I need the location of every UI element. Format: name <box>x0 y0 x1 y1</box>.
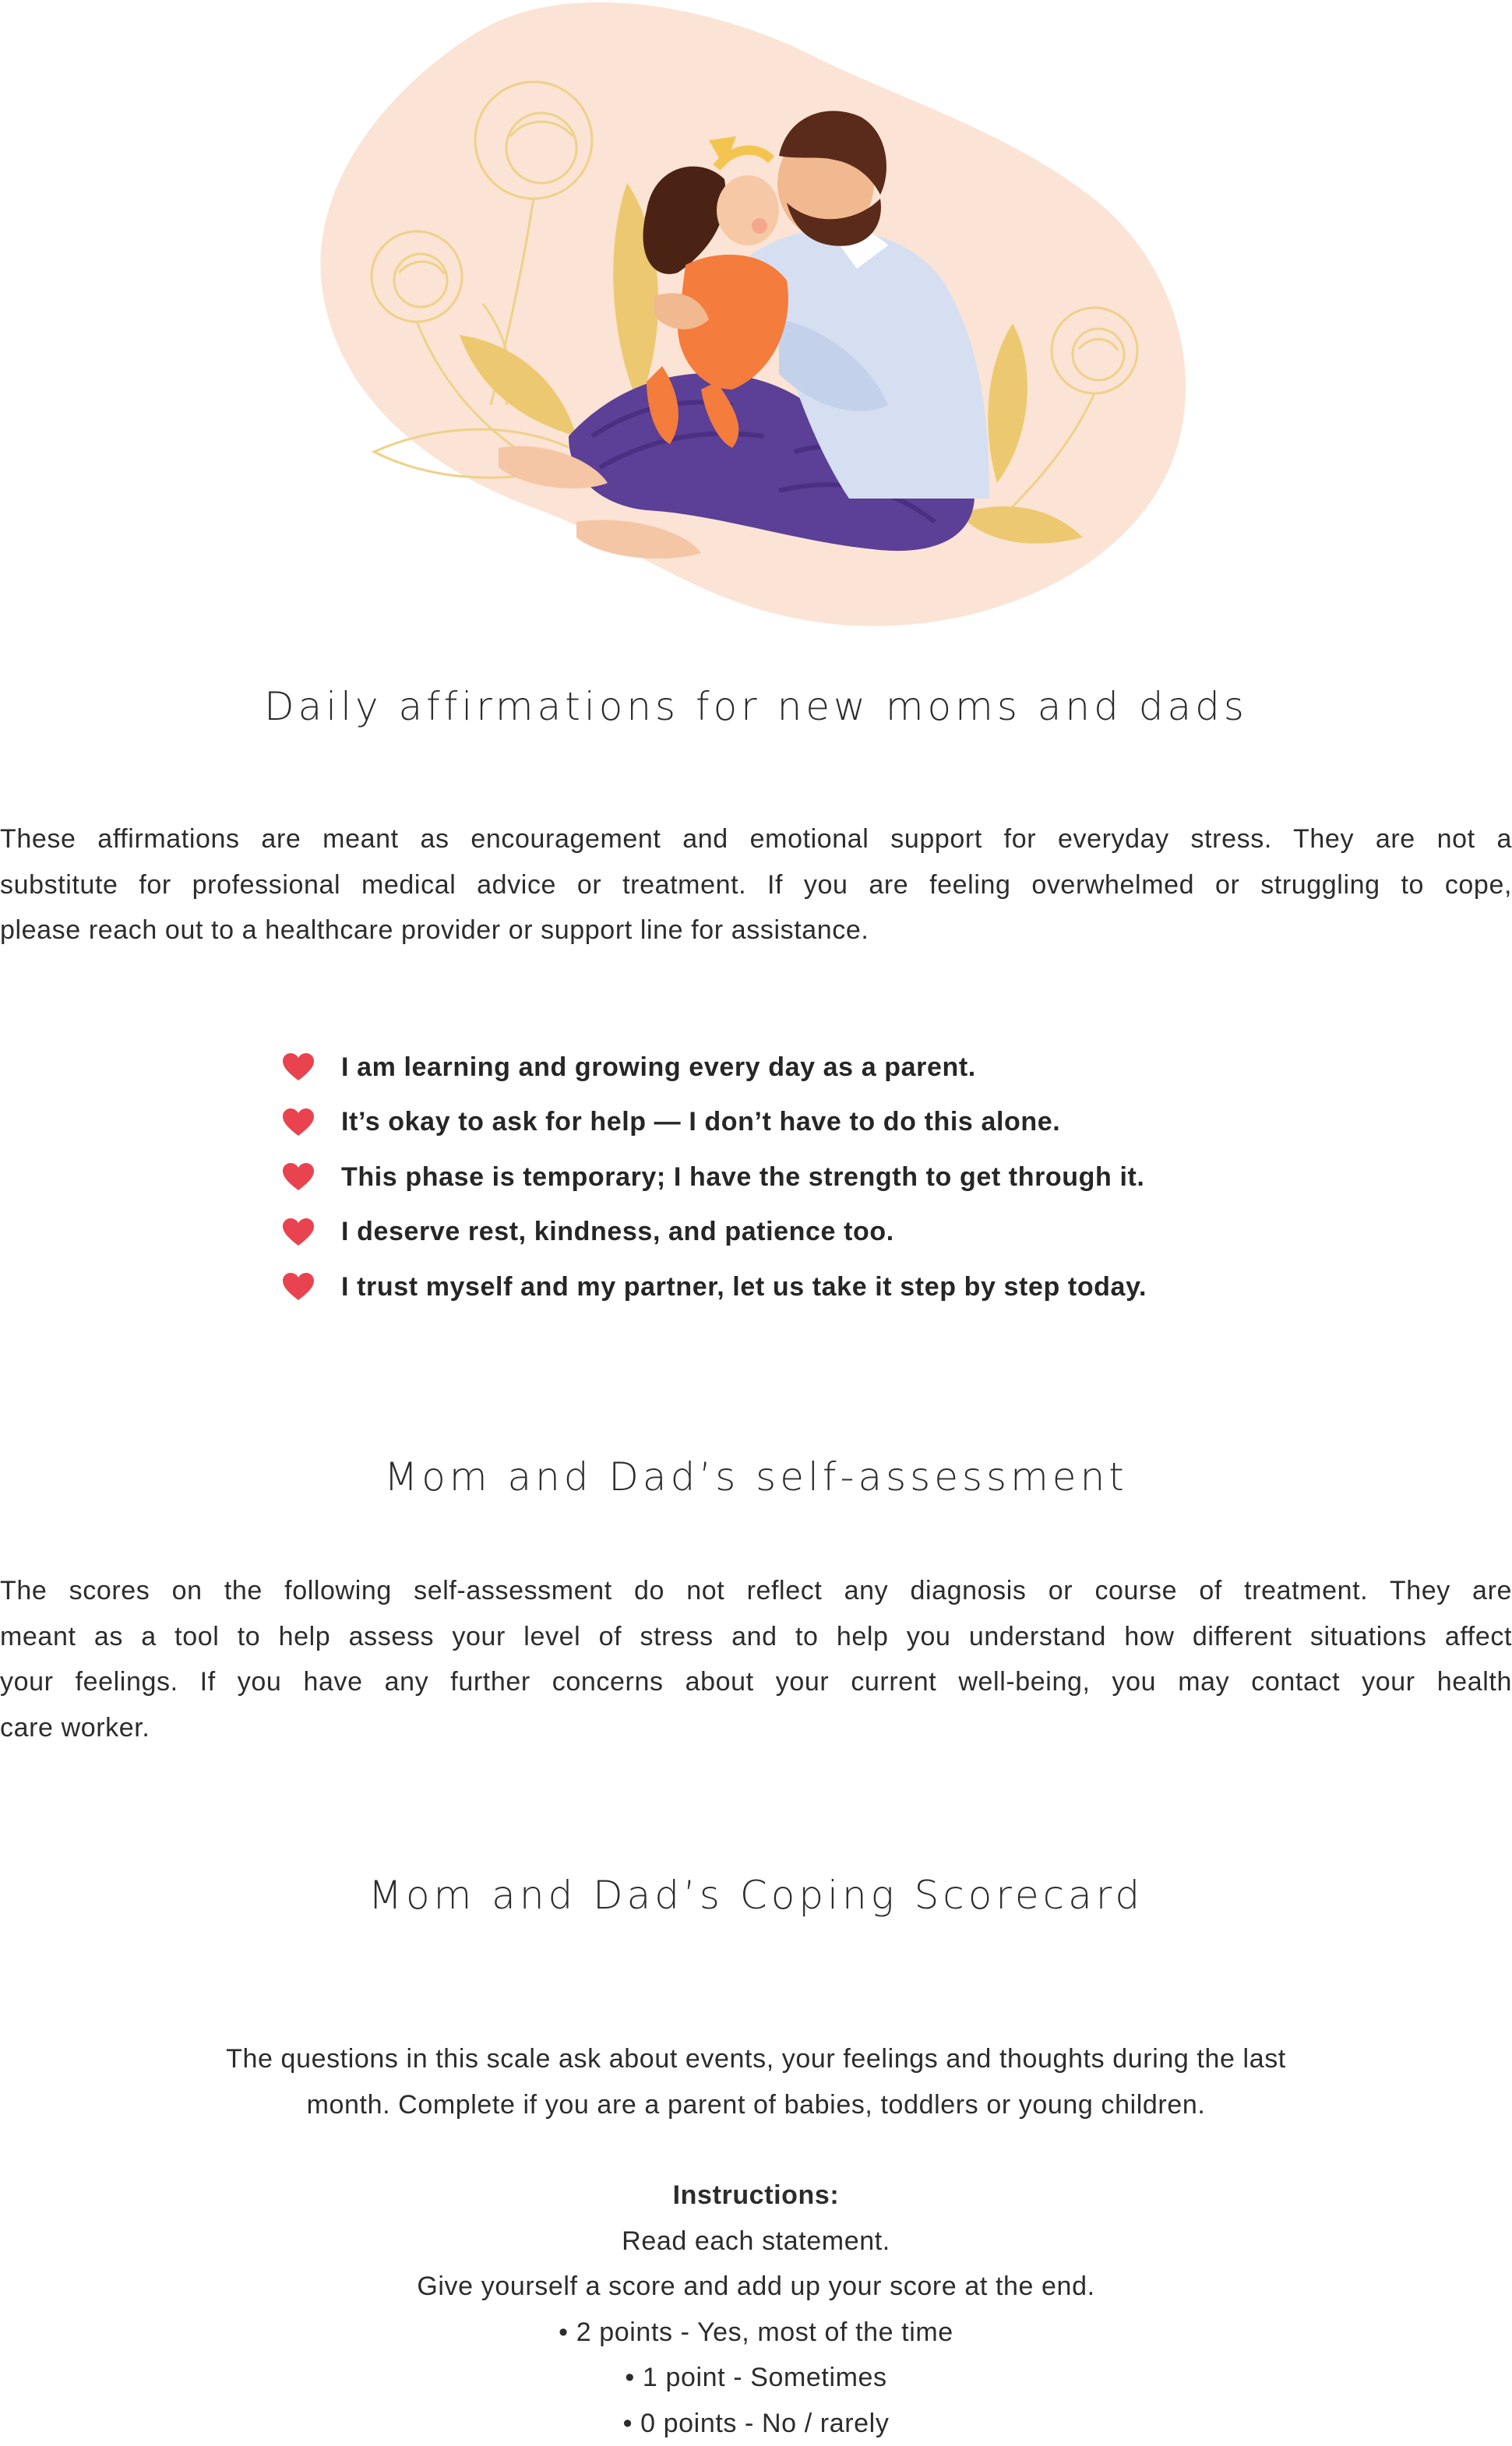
scoring-option: • 1 point - Sometimes <box>0 2355 1512 2401</box>
heart-icon <box>282 1162 315 1192</box>
instruction-line: Read each statement. <box>0 2219 1512 2264</box>
scorecard-intro <box>0 2036 1512 2127</box>
affirmations-intro-line: please reach out to a healthcare provider or support line for assistance. <box>0 908 1512 953</box>
self-assessment-line: care worker. <box>0 1705 1512 1751</box>
parent-hugging-child-illustration <box>312 0 1207 631</box>
list-item <box>282 1205 1147 1260</box>
affirmations-intro-line: These affirmations are meant as encouragement and emotional support for everyday stress. They are not a <box>0 816 1512 862</box>
heart-icon <box>282 1272 315 1302</box>
affirmations-list <box>282 1040 1147 1315</box>
heart-icon <box>282 1218 315 1247</box>
instruction-line: Give yourself a score and add up your score at the end. <box>0 2264 1512 2310</box>
affirmation-text: This phase is temporary; I have the strength to get through it. <box>341 1162 1144 1193</box>
list-item <box>282 1040 1147 1095</box>
scoring-option: • 2 points - Yes, most of the time <box>0 2310 1512 2356</box>
affirmations-intro-line: substitute for professional medical advice or treatment. If you are feeling overwhelmed or struggling to cope, <box>0 862 1512 908</box>
list-item <box>282 1150 1147 1205</box>
self-assessment-line: The scores on the following self-assessment do not reflect any diagnosis or course of treatment. They are <box>0 1568 1512 1614</box>
affirmation-text: It’s okay to ask for help — I don’t have to do this alone. <box>341 1107 1060 1137</box>
heart-icon <box>282 1108 315 1137</box>
heart-icon <box>282 1052 315 1082</box>
scorecard-intro-line: month. Complete if you are a parent of babies, toddlers or young children. <box>0 2082 1512 2128</box>
self-assessment-line: your feelings. If you have any further concerns about your current well-being, you may contact your health <box>0 1659 1512 1705</box>
self-assessment-body <box>0 1568 1512 1750</box>
list-item <box>282 1095 1147 1151</box>
self-assessment-title: Mom and Dad’s self-assessment <box>0 1454 1512 1500</box>
affirmation-text: I deserve rest, kindness, and patience too. <box>341 1217 894 1247</box>
scorecard-instructions <box>0 2173 1512 2446</box>
affirmations-title: Daily affirmations for new moms and dads <box>0 684 1512 729</box>
affirmation-text: I trust myself and my partner, let us take it step by step today. <box>341 1272 1147 1302</box>
list-item <box>282 1260 1147 1315</box>
instructions-label: Instructions: <box>0 2173 1512 2219</box>
affirmation-text: I am learning and growing every day as a parent. <box>341 1052 976 1083</box>
scorecard-title: Mom and Dad’s Coping Scorecard <box>0 1873 1512 1918</box>
self-assessment-line: meant as a tool to help assess your level of stress and to help you understand how different situations affect <box>0 1614 1512 1660</box>
affirmations-intro <box>0 816 1512 953</box>
scoring-option: • 0 points - No / rarely <box>0 2401 1512 2446</box>
scorecard-intro-line: The questions in this scale ask about events, your feelings and thoughts during the last <box>0 2036 1512 2082</box>
